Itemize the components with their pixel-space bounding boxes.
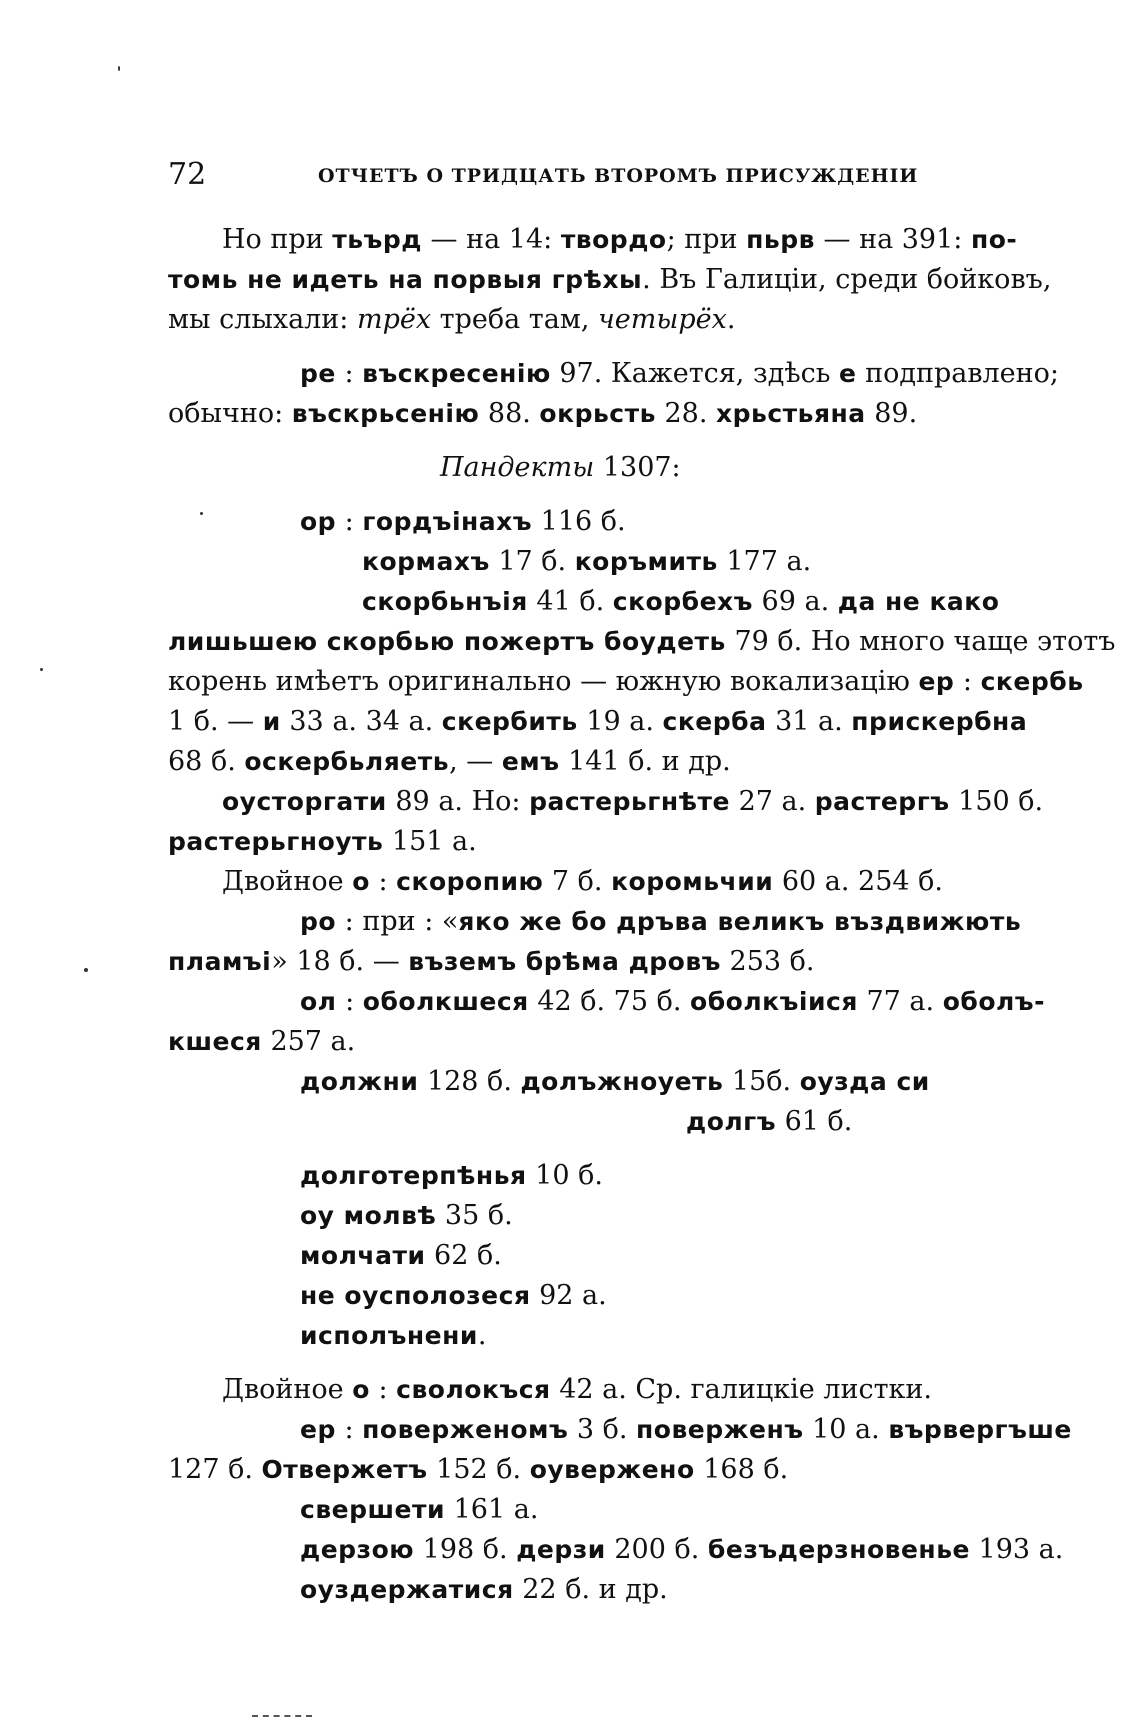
text-line: мы слыхали: трёх треба там, четырёх.	[168, 304, 736, 335]
text-line: 68 б. оскербьляеть, — емъ 141 б. и др.	[168, 746, 731, 777]
text-line: ор : гордъінахъ 116 б.	[300, 506, 626, 537]
text-line: ер : поверженомъ 3 б. поверженъ 10 а. вървергъше	[300, 1414, 1072, 1445]
text-line: корень имѣетъ оригинально — южную вокализацію ер : скербь	[168, 666, 1084, 697]
text-line: кормахъ 17 б. коръмить 177 а.	[362, 546, 812, 577]
text-line: 127 б. Отвержетъ 152 б. оувержено 168 б.	[168, 1454, 789, 1485]
text-line: Двойное о : скоропию 7 б. коромьчии 60 а. 254 б.	[222, 866, 943, 897]
text-line: молчати 62 б.	[300, 1240, 502, 1271]
text-line: лишьшею скорбью пожертъ боудеть 79 б. Но много чаще этотъ	[168, 626, 1116, 657]
text-line: долготерпѣнья 10 б.	[300, 1160, 603, 1191]
text-line: обычно: въскрьсенію 88. окрьсть 28. хрьстьяна 89.	[168, 398, 918, 429]
page-number: 72	[168, 157, 207, 192]
text-line: оусторгати 89 а. Но: растерьгнѣте 27 а. растергъ 150 б.	[222, 786, 1044, 817]
text-line: исполънени.	[300, 1320, 487, 1351]
text-line: кшеся 257 а.	[168, 1026, 356, 1057]
text-line: не оусполозеся 92 а.	[300, 1280, 607, 1311]
text-line: Двойное о : сволокъся 42 а. Ср. галицкіе листки.	[222, 1374, 932, 1405]
scan-speck	[118, 66, 120, 71]
text-line: ре : въскресенію 97. Кажется, здѣсь е подправлено;	[300, 358, 1059, 389]
text-line: скорбьнъія 41 б. скорбехъ 69 а. да не како	[362, 586, 1000, 617]
scan-speck	[40, 668, 43, 671]
page-body	[168, 220, 1116, 1610]
text-line: ол : оболкшеся 42 б. 75 б. оболкъіися 77 а. оболъ-	[300, 986, 1045, 1017]
running-head: ОТЧЕТЪ О ТРИДЦАТЬ ВТОРОМЪ ПРИСУЖДЕНІИ	[318, 165, 919, 187]
page-header	[168, 155, 988, 195]
text-line: 1 б. — и 33 а. 34 а. скербить 19 а. скерба 31 а. прискербна	[168, 706, 1028, 737]
text-line: оу молвѣ 35 б.	[300, 1200, 513, 1231]
text-line: дерзою 198 б. дерзи 200 б. безъдерзновенье 193 а.	[300, 1534, 1064, 1565]
scan-speck	[200, 512, 203, 515]
text-line: пламъі» 18 б. — въземъ брѣма дровъ 253 б.	[168, 946, 815, 977]
section-heading: Пандекты 1307:	[440, 452, 681, 483]
text-line: Но при тьърд — на 14: твордо; при пьрв — на 391: по-	[222, 224, 1018, 255]
scan-speck	[84, 968, 88, 972]
text-line: долгъ 61 б.	[686, 1106, 853, 1137]
text-line: томь не идеть на порвыя грѣхы. Въ Галиціи, среди бойковъ,	[168, 264, 1052, 295]
text-line: растерьгноуть 151 а.	[168, 826, 477, 857]
text-line: ро : при : «яко же бо дръва великъ въздвижють	[300, 906, 1022, 937]
text-line: свершети 161 а.	[300, 1494, 539, 1525]
scan-mark	[252, 1715, 312, 1720]
text-line: оуздержатися 22 б. и др.	[300, 1574, 668, 1605]
text-line: должни 128 б. долъжноуеть 15б. оузда си	[300, 1066, 930, 1097]
